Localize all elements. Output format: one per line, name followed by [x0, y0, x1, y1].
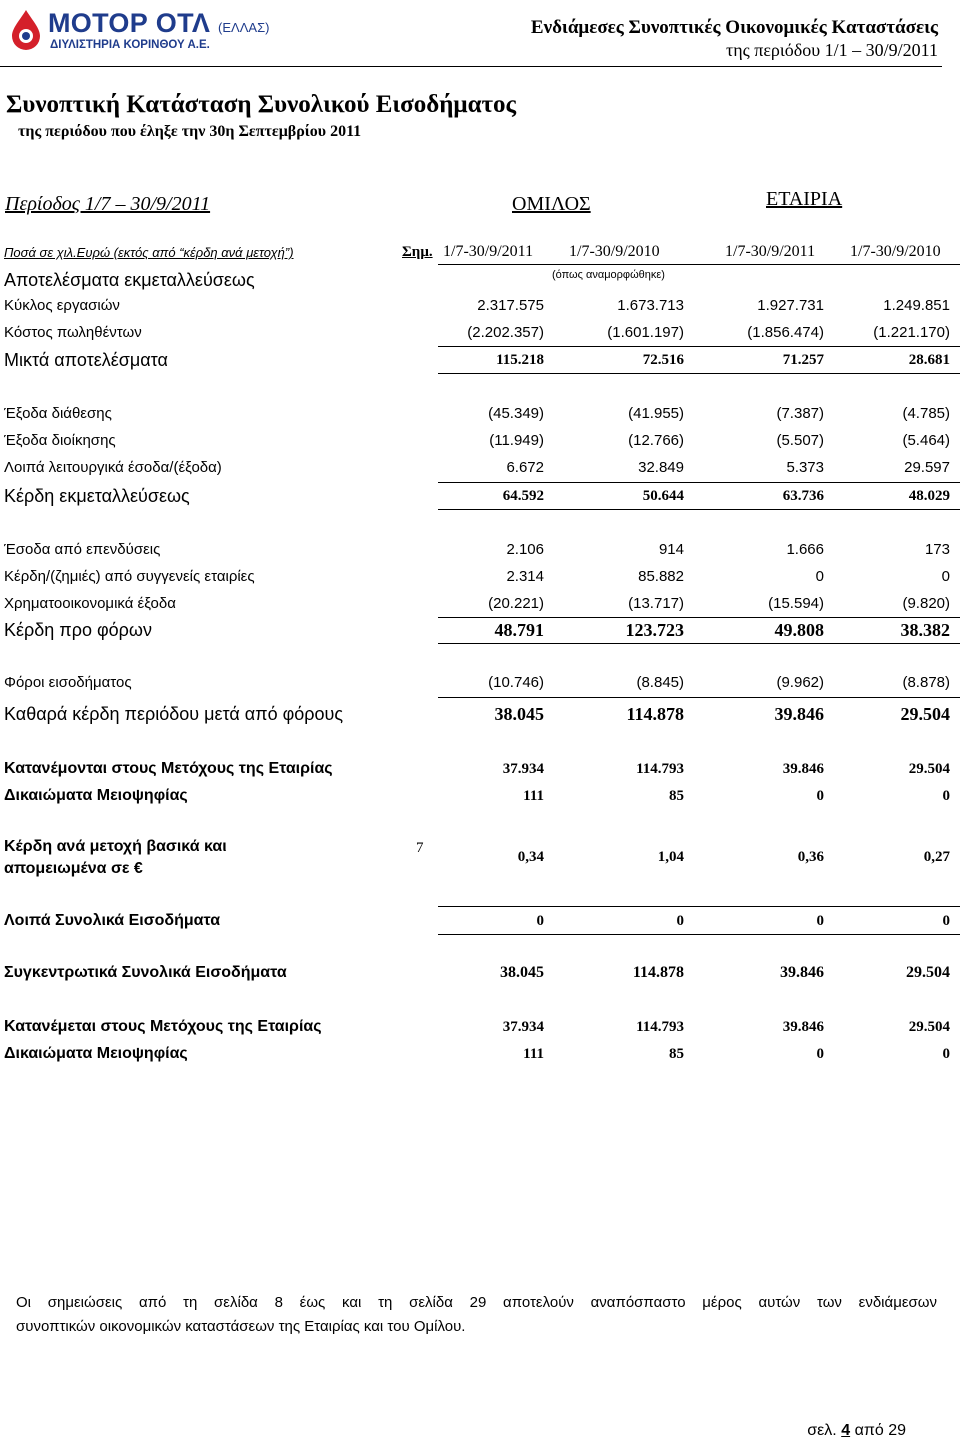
- value-group-2010: 914: [658, 541, 684, 558]
- table-row-tci-minority: [0, 1045, 960, 1067]
- eps-label-line1: Κέρδη ανά μετοχή βασικά και: [4, 838, 227, 855]
- value-company-2010: (4.785): [902, 405, 950, 422]
- value-company-2010: 29.597: [904, 459, 950, 476]
- value-company-2010: 38.382: [900, 620, 950, 640]
- value-company-2011: 5.373: [786, 459, 824, 476]
- row-label: Μικτά αποτελέσματα: [4, 350, 168, 370]
- table-row-other-operating: [0, 459, 960, 481]
- header-line2: της περιόδου 1/1 – 30/9/2011: [726, 40, 938, 60]
- table-row-distribution: [0, 405, 960, 427]
- value-group-2011: 111: [523, 788, 544, 804]
- table-row-cost-of-sales: [0, 324, 960, 346]
- value-company-2011: 39.846: [782, 761, 824, 777]
- value-group-2011: 2.317.575: [477, 297, 544, 314]
- value-company-2010: 29.504: [906, 964, 950, 981]
- value-group-2010: 1,04: [657, 849, 684, 865]
- value-group-2010: 72.516: [642, 352, 684, 368]
- value-company-2010: 28.681: [908, 352, 950, 368]
- row-label: Κέρδη/(ζημιές) από συγγενείς εταιρίες: [4, 568, 255, 585]
- table-row-operating-profit: [0, 486, 960, 508]
- value-group-2010: (1.601.197): [607, 324, 684, 341]
- value-company-2011: 0: [815, 568, 824, 585]
- value-group-2010: 114.793: [636, 1019, 684, 1035]
- column-header-group-2011: 1/7-30/9/2011: [443, 243, 534, 260]
- eps-note: 7: [416, 840, 424, 856]
- header-rule: [0, 66, 942, 67]
- value-group-2011: 111: [523, 1046, 544, 1062]
- column-header-rule: [438, 264, 960, 265]
- table-row-income-tax: [0, 674, 960, 696]
- value-company-2010: 29.504: [900, 704, 950, 724]
- footer-note-line2: συνοπτικών οικονομικών καταστάσεων της Εταιρίας και του Ομίλου.: [16, 1318, 466, 1335]
- rule-pbt-bottom: [438, 643, 960, 644]
- value-company-2011: 39.846: [780, 964, 824, 981]
- value-group-2011: 37.934: [502, 1019, 544, 1035]
- table-row-attr-owners: [0, 760, 960, 782]
- value-group-2010: 114.878: [632, 964, 684, 981]
- statement-title: Συνοπτική Κατάσταση Συνολικού Εισοδήματος: [6, 91, 517, 118]
- value-company-2011: (9.962): [776, 674, 824, 691]
- value-company-2011: 39.846: [782, 1019, 824, 1035]
- rule-oci-top: [438, 906, 960, 907]
- row-label: Έξοδα διοίκησης: [4, 432, 116, 449]
- row-label: Συγκεντρωτικά Συνολικά Εισοδήματα: [4, 964, 287, 981]
- restated-note: (όπως αναμορφώθηκε): [552, 269, 665, 281]
- row-label: Χρηματοοικονομικά έξοδα: [4, 595, 176, 612]
- value-company-2010: (8.878): [902, 674, 950, 691]
- value-company-2011: (7.387): [776, 405, 824, 422]
- table-row-total-ci: [0, 964, 960, 986]
- value-company-2011: 0: [816, 1046, 824, 1062]
- value-company-2011: 0: [816, 788, 824, 804]
- column-header-company-2010: 1/7-30/9/2010: [850, 243, 941, 260]
- column-header-company-2011: 1/7-30/9/2011: [725, 243, 816, 260]
- value-company-2011: 0: [816, 913, 824, 929]
- value-group-2011: 48.791: [494, 620, 544, 640]
- row-label: Φόροι εισοδήματος: [4, 674, 132, 691]
- table-row-eps: [0, 849, 960, 871]
- value-company-2011: 49.808: [774, 620, 824, 640]
- value-group-2011: (10.746): [488, 674, 544, 691]
- table-row-admin: [0, 432, 960, 454]
- value-company-2010: 0,27: [923, 849, 950, 865]
- row-label: Λοιπά Συνολικά Εισοδήματα: [4, 912, 221, 929]
- value-group-2011: 64.592: [502, 488, 544, 504]
- value-company-2010: 29.504: [908, 761, 950, 777]
- value-company-2011: 39.846: [774, 704, 824, 724]
- rule-gross-bottom: [438, 373, 960, 374]
- row-label: Καθαρά κέρδη περιόδου μετά από φόρους: [4, 704, 344, 724]
- row-label: Δικαιώματα Μειοψηφίας: [4, 1045, 188, 1062]
- group-label: ΟΜΙΛΟΣ: [512, 193, 591, 215]
- value-company-2011: (15.594): [768, 595, 824, 612]
- table-row-net-profit: [0, 704, 960, 726]
- value-company-2010: 1.249.851: [883, 297, 950, 314]
- value-group-2011: 0,34: [517, 849, 544, 865]
- table-row-investment-income: [0, 541, 960, 563]
- table-row-associates: [0, 568, 960, 590]
- table-row-oci: [0, 912, 960, 934]
- value-company-2011: (1.856.474): [747, 324, 824, 341]
- value-group-2011: (45.349): [488, 405, 544, 422]
- value-group-2011: 38.045: [494, 704, 544, 724]
- table-row-profit-before-tax: [0, 620, 960, 642]
- table-row-tci-owners: [0, 1018, 960, 1040]
- value-company-2011: 63.736: [782, 488, 824, 504]
- value-group-2011: (20.221): [488, 595, 544, 612]
- logo-drop-icon: [6, 8, 46, 50]
- value-group-2010: 123.723: [625, 620, 684, 640]
- value-company-2010: 48.029: [908, 488, 950, 504]
- value-group-2010: (13.717): [628, 595, 684, 612]
- value-group-2011: (2.202.357): [467, 324, 544, 341]
- value-group-2010: 1.673.713: [617, 297, 684, 314]
- value-group-2011: 37.934: [502, 761, 544, 777]
- value-company-2010: 0: [941, 568, 950, 585]
- current-page: 4: [841, 1422, 851, 1439]
- rule-pbt-top: [438, 617, 960, 618]
- value-company-2010: 0: [942, 1046, 950, 1062]
- row-label: Έξοδα διάθεσης: [4, 405, 112, 422]
- value-group-2011: 0: [536, 913, 544, 929]
- value-company-2011: 1.927.731: [757, 297, 824, 314]
- value-company-2010: 0: [942, 913, 950, 929]
- value-group-2010: 0: [676, 913, 684, 929]
- page-number: σελ. 4 από 29: [807, 1422, 906, 1439]
- company-label: ΕΤΑΙΡΙΑ: [766, 188, 843, 210]
- table-row-finance-costs: [0, 595, 960, 617]
- value-company-2010: (1.221.170): [873, 324, 950, 341]
- row-label: Κατανέμεται στους Μετόχους της Εταιρίας: [4, 1018, 322, 1035]
- row-label: Κέρδη εκμεταλλεύσεως: [4, 486, 190, 506]
- value-company-2010: 29.504: [908, 1019, 950, 1035]
- table-row-gross-profit: [0, 350, 960, 372]
- value-group-2010: (41.955): [628, 405, 684, 422]
- value-company-2010: 173: [924, 541, 950, 558]
- row-label: Λοιπά λειτουργικά έσοδα/(έξοδα): [4, 459, 222, 476]
- row-label: Κέρδη προ φόρων: [4, 620, 152, 640]
- value-group-2011: (11.949): [489, 432, 544, 449]
- row-label: Έσοδα από επενδύσεις: [4, 541, 161, 558]
- value-group-2011: 2.106: [506, 541, 544, 558]
- column-header-group-2010: 1/7-30/9/2010: [569, 243, 660, 260]
- statement-subtitle: της περιόδου που έληξε την 30η Σεπτεμβρίου 2011: [18, 123, 362, 140]
- value-group-2010: (8.845): [636, 674, 684, 691]
- footer-note-line1: Οι σημειώσεις από τη σελίδα 8 έως και τη σελίδα 29 αποτελούν αναπόσπαστο μέρος αυτών των ενδιάμεσων: [16, 1294, 937, 1311]
- value-company-2010: (9.820): [902, 595, 950, 612]
- section-operating: Αποτελέσματα εκμεταλλεύσεως: [4, 270, 255, 290]
- header-line1: Ενδιάμεσες Συνοπτικές Οικονομικές Καταστάσεις: [530, 17, 938, 38]
- table-row-attr-minority: [0, 787, 960, 809]
- currency-note: Ποσά σε χιλ.Ευρώ (εκτός από “κέρδη ανά μετοχή”): [4, 245, 294, 260]
- value-company-2010: 0: [942, 788, 950, 804]
- value-group-2011: 6.672: [506, 459, 544, 476]
- value-group-2011: 115.218: [496, 352, 544, 368]
- value-company-2011: (5.507): [776, 432, 824, 449]
- value-group-2010: 85.882: [638, 568, 684, 585]
- value-group-2010: 85: [669, 1046, 684, 1062]
- logo-subtitle: ΔΙΥΛΙΣΤΗΡΙΑ ΚΟΡΙΝΘΟΥ Α.Ε.: [50, 39, 210, 51]
- value-group-2010: (12.766): [628, 432, 684, 449]
- value-group-2010: 114.878: [626, 704, 684, 724]
- period-label: Περίοδος 1/7 – 30/9/2011: [5, 193, 211, 215]
- rule-gross-top: [438, 346, 960, 347]
- rule-operating-bottom: [438, 509, 960, 510]
- rule-oci-bottom: [438, 934, 960, 935]
- value-group-2010: 50.644: [642, 488, 684, 504]
- row-label: Κόστος πωληθέντων: [4, 324, 142, 341]
- eps-label-line2: απομειωμένα σε €: [4, 860, 143, 877]
- value-company-2011: 71.257: [782, 352, 824, 368]
- value-group-2010: 114.793: [636, 761, 684, 777]
- row-label: Κατανέμονται στους Μετόχους της Εταιρίας: [4, 760, 333, 777]
- row-label: Κύκλος εργασιών: [4, 297, 120, 314]
- logo-name: ΜΟΤΟΡ ΟΤΛ (ΕΛΛΑΣ): [48, 8, 270, 38]
- note-column-header: Σημ.: [402, 244, 433, 260]
- row-label: Δικαιώματα Μειοψηφίας: [4, 787, 188, 804]
- value-company-2011: 0,36: [797, 849, 824, 865]
- value-group-2010: 32.849: [638, 459, 684, 476]
- value-group-2010: 85: [669, 788, 684, 804]
- table-row-revenue: [0, 297, 960, 319]
- value-group-2011: 38.045: [500, 964, 544, 981]
- rule-operating-top: [438, 482, 960, 483]
- rule-net-top: [438, 697, 960, 698]
- value-group-2011: 2.314: [506, 568, 544, 585]
- value-company-2011: 1.666: [786, 541, 824, 558]
- value-company-2010: (5.464): [902, 432, 950, 449]
